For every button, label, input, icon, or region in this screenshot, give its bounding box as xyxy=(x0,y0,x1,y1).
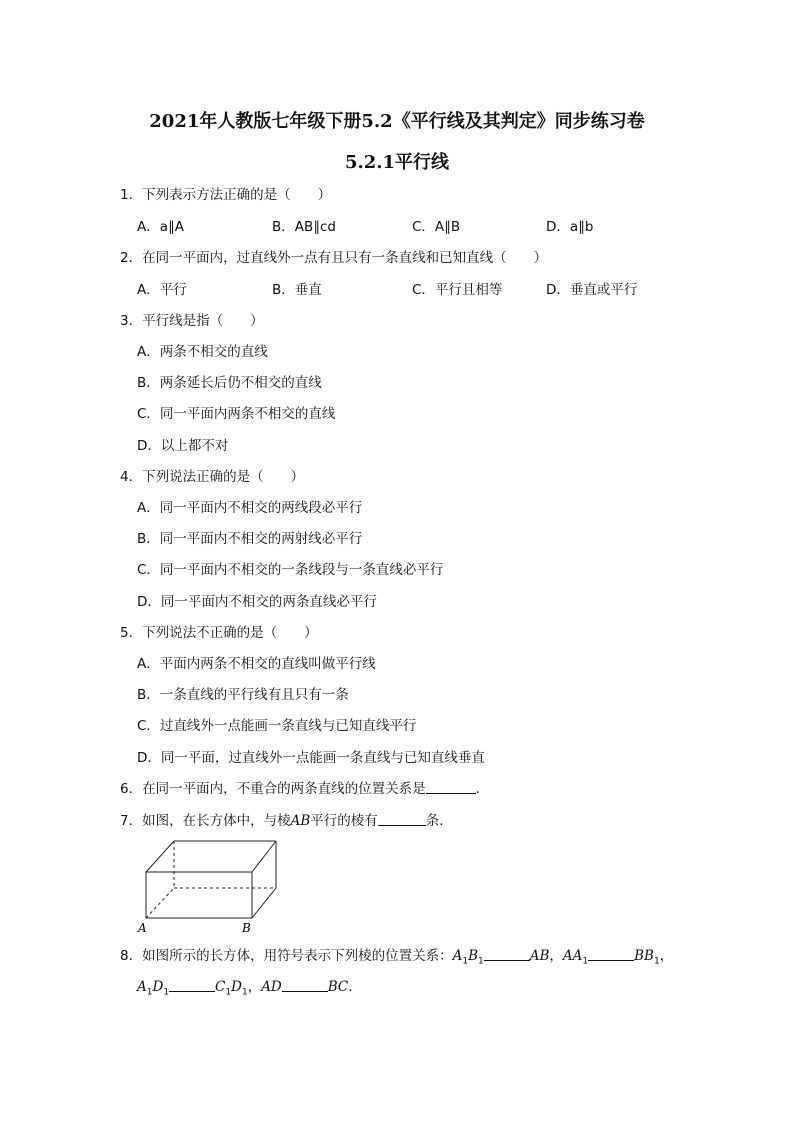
question-1-option-b: B．AB∥cd xyxy=(272,219,336,235)
question-7-mid: 平行的棱有 xyxy=(310,813,378,829)
subscript: 1 xyxy=(478,956,484,967)
edge-label: D xyxy=(231,979,242,995)
question-4-stem: 4．下列说法正确的是（ ） xyxy=(120,469,305,485)
question-1-option-c: C．A∥B xyxy=(412,219,461,235)
answer-blank[interactable] xyxy=(484,947,530,961)
question-6-stem: 6．在同一平面内，不重合的两条直线的位置关系是 xyxy=(120,781,426,797)
answer-blank[interactable] xyxy=(378,812,426,826)
question-8-stem: 8．如图所示的长方体，用符号表示下列棱的位置关系： xyxy=(120,948,453,964)
edge-hidden-depth xyxy=(146,888,174,918)
question-7-stem: 7．如图，在长方体中，与棱 xyxy=(120,813,291,829)
edge-label: A xyxy=(452,948,463,964)
subscript: 1 xyxy=(163,987,170,998)
answer-blank[interactable] xyxy=(426,780,476,794)
edge-label: B xyxy=(468,948,478,964)
edge-label: D xyxy=(152,979,164,995)
vertex-label-b: B xyxy=(242,921,251,935)
edge-label: AA xyxy=(562,948,583,964)
question-2-stem: 2．在同一平面内，过直线外一点有且只有一条直线和已知直线（ ） xyxy=(120,250,548,266)
cuboid-figure xyxy=(134,836,282,936)
question-2-option-c: C．平行且相等 xyxy=(412,282,503,298)
question-5-option-a: A．平面内两条不相交的直线叫做平行线 xyxy=(137,656,376,672)
question-1-option-d: D．a∥b xyxy=(546,219,594,235)
answer-blank[interactable] xyxy=(588,947,634,961)
edge-label: A xyxy=(137,979,147,995)
question-3-stem: 3．平行线是指（ ） xyxy=(120,313,264,329)
question-4-option-a: A．同一平面内不相交的两线段必平行 xyxy=(137,500,363,516)
edge-label: BC xyxy=(327,979,349,995)
question-5-option-c: C．过直线外一点能画一条直线与已知直线平行 xyxy=(137,718,417,734)
question-7 xyxy=(120,812,453,830)
edge-label: AB xyxy=(529,948,550,964)
edge-top-right-depth xyxy=(252,841,276,872)
question-2-option-a: A．平行 xyxy=(137,282,187,298)
answer-blank[interactable] xyxy=(169,978,215,992)
question-7-end: 条． xyxy=(425,813,453,829)
section-subtitle: 5.2.1平行线 xyxy=(344,152,450,173)
subscript: 1 xyxy=(146,987,153,998)
question-5-option-b: B．一条直线的平行线有且只有一条 xyxy=(137,687,349,703)
question-6 xyxy=(120,780,489,798)
page-title: 2021年人教版七年级下册5.2《平行线及其判定》同步练习卷 xyxy=(149,111,645,132)
edge-bottom-right-depth xyxy=(252,888,276,918)
question-8-line-2 xyxy=(137,978,362,1002)
edge-top-left-depth xyxy=(146,841,174,872)
question-3-option-b: B．两条延长后仍不相交的直线 xyxy=(137,375,322,391)
question-2-option-b: B．垂直 xyxy=(272,282,322,298)
question-5-stem: 5．下列说法不正确的是（ ） xyxy=(120,625,318,641)
question-6-end: ． xyxy=(475,781,490,797)
edge-label: AD xyxy=(261,979,282,995)
question-4-option-d: D．同一平面内不相交的两条直线必平行 xyxy=(137,594,377,610)
answer-blank[interactable] xyxy=(282,978,328,992)
period: ． xyxy=(348,979,362,995)
vertex-label-a: A xyxy=(138,921,147,935)
edge-label: C xyxy=(215,979,226,995)
subscript: 1 xyxy=(462,956,469,967)
question-4-option-b: B．同一平面内不相交的两射线必平行 xyxy=(137,531,363,547)
subscript: 1 xyxy=(225,987,232,998)
question-2-option-d: D．垂直或平行 xyxy=(546,282,638,298)
question-4-option-c: C．同一平面内不相交的一条线段与一条直线必平行 xyxy=(137,562,444,578)
question-5-option-d: D．同一平面，过直线外一点能画一条直线与已知直线垂直 xyxy=(137,750,485,766)
question-1-option-a: A．a∥A xyxy=(137,219,184,235)
edge-label: BB xyxy=(634,948,654,964)
edge-label: AB xyxy=(290,813,311,829)
question-1-stem: 1．下列表示方法正确的是（ ） xyxy=(120,187,332,203)
separator: ， xyxy=(247,979,262,995)
separator: ， xyxy=(549,948,563,964)
question-3-option-c: C．同一平面内两条不相交的直线 xyxy=(137,406,336,422)
separator: ， xyxy=(659,948,674,964)
subscript: 1 xyxy=(241,987,248,998)
question-3-option-d: D．以上都不对 xyxy=(137,438,229,454)
question-8-line-1 xyxy=(120,947,673,971)
question-3-option-a: A．两条不相交的直线 xyxy=(137,344,268,360)
subscript: 1 xyxy=(582,956,589,967)
subscript: 1 xyxy=(653,956,660,967)
